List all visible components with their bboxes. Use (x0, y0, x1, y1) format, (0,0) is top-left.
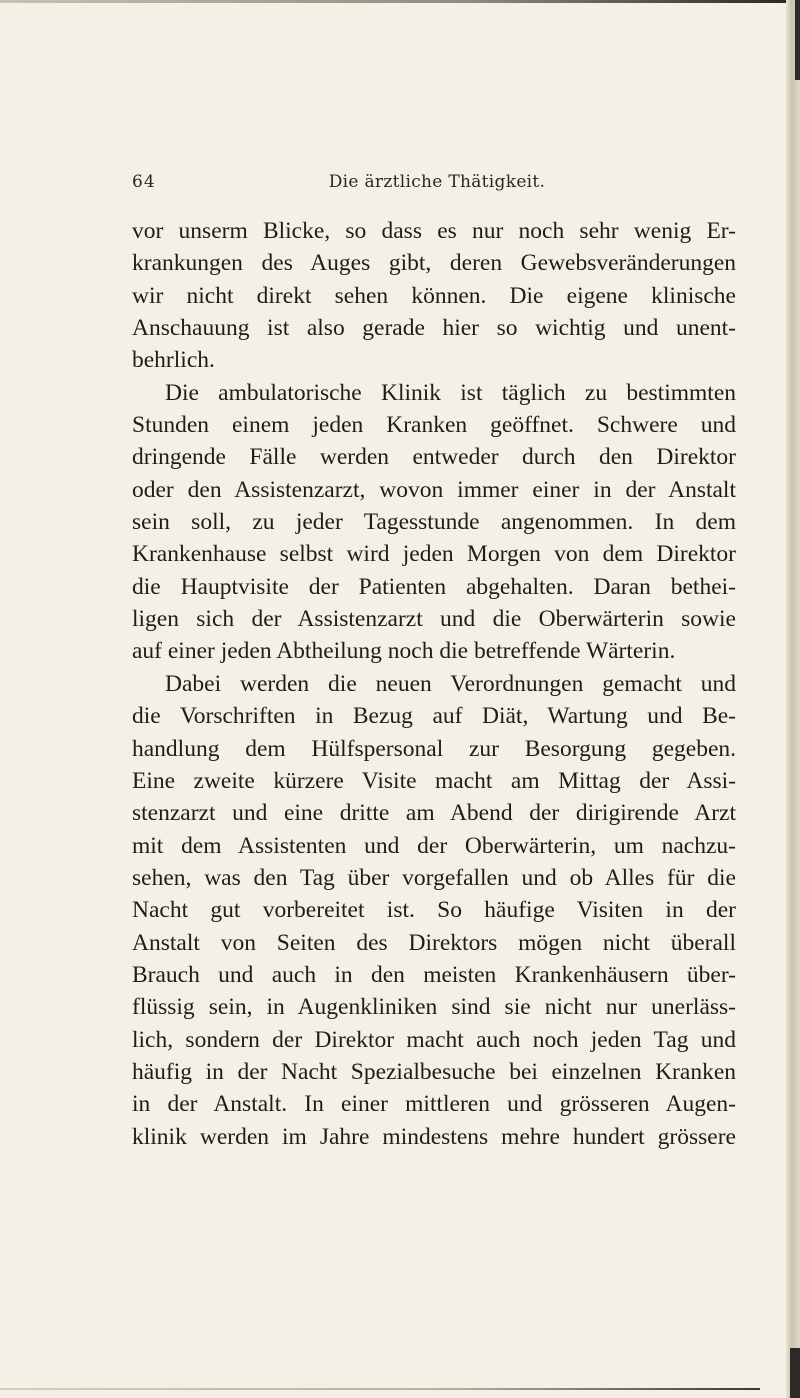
text-line: klinik werden im Jahre mindestens mehre hundert grössere (132, 1123, 736, 1150)
text-line: Anschauung ist also gerade hier so wichtig und unent- (132, 315, 736, 342)
text-line: vor unserm Blicke, so dass es nur noch sehr wenig Er- (132, 218, 736, 244)
text-line: Die ambulatorische Klinik ist täglich zu bestimmten (165, 379, 736, 406)
text-line: die Vorschriften in Bezug auf Diät, Wartung und Be- (132, 703, 736, 730)
text-line: Brauch und auch in den meisten Krankenhäusern über- (132, 961, 736, 988)
running-head (132, 172, 742, 198)
text-line: Eine zweite kürzere Visite macht am Mittag der Assi- (132, 767, 736, 794)
text-line: sein soll, zu jeder Tagesstunde angenommen. In dem (132, 509, 736, 536)
page-number: 64 (132, 172, 156, 192)
text-line: stenzarzt und eine dritte am Abend der dirigirende Arzt (132, 800, 736, 827)
body-text (132, 215, 736, 1153)
text-line: handlung dem Hülfspersonal zur Besorgung gegeben. (132, 735, 736, 762)
text-line: Anstalt von Seiten des Direktors mögen nicht überall (132, 929, 736, 956)
text-line: wir nicht direkt sehen können. Die eigene klinische (132, 282, 736, 309)
top-page-edge (0, 0, 790, 3)
bottom-page-edge (0, 1388, 760, 1390)
right-edge-shadow (795, 0, 800, 80)
text-line: mit dem Assistenten und der Oberwärterin, um nachzu- (132, 832, 736, 859)
text-line: Stunden einem jeden Kranken geöffnet. Schwere und (132, 412, 736, 439)
text-line: lich, sondern der Direktor macht auch noch jeden Tag und (132, 1026, 736, 1053)
text-line: häufig in der Nacht Spezialbesuche bei einzelnen Kranken (132, 1058, 736, 1085)
text-line: die Hauptvisite der Patienten abgehalten. Daran bethei- (132, 573, 736, 600)
text-line: auf einer jeden Abtheilung noch die betreffende Wärterin. (132, 638, 676, 665)
text-line: ligen sich der Assistenzarzt und die Oberwärterin sowie (132, 606, 736, 633)
bottom-corner-shadow (790, 1348, 800, 1398)
text-line: flüssig sein, in Augenkliniken sind sie nicht nur unerläss- (132, 994, 736, 1021)
running-title: Die ärztliche Thätigkeit. (328, 172, 546, 192)
text-line: Nacht gut vorbereitet ist. So häufige Visiten in der (132, 897, 736, 924)
text-line: Krankenhause selbst wird jeden Morgen von dem Direktor (132, 541, 736, 568)
right-page-edge (786, 0, 800, 1398)
text-line: Dabei werden die neuen Verordnungen gemacht und (165, 670, 736, 697)
text-line: behrlich. (132, 347, 215, 374)
text-line: oder den Assistenzarzt, wovon immer einer in der Anstalt (132, 476, 736, 503)
text-line: krankungen des Auges gibt, deren Gewebsveränderungen (132, 250, 736, 277)
text-line: in der Anstalt. In einer mittleren und grösseren Augen- (132, 1091, 736, 1118)
text-line: dringende Fälle werden entweder durch den Direktor (132, 444, 736, 471)
text-line: sehen, was den Tag über vorgefallen und ob Alles für die (132, 864, 736, 891)
